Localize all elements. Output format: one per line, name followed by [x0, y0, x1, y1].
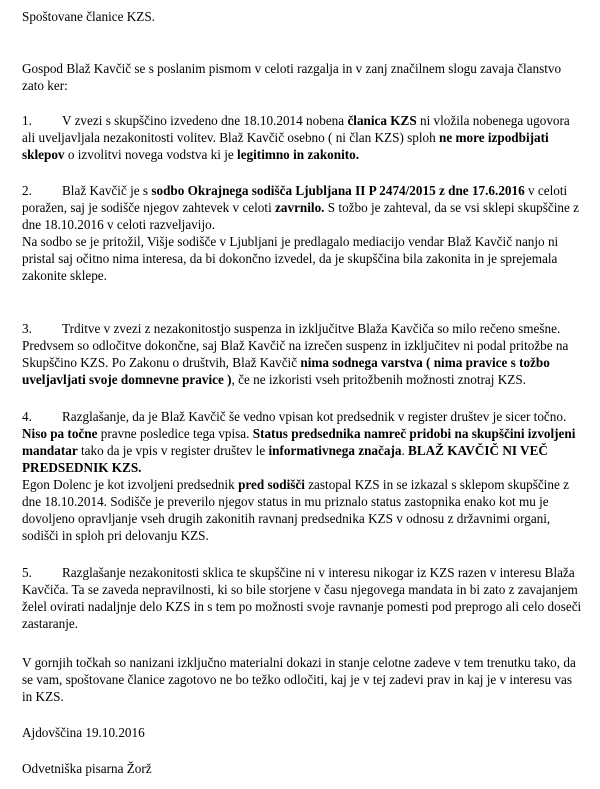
point-1-number: 1. [22, 113, 32, 128]
point-2-number: 2. [22, 183, 32, 198]
point-3-text: , če ne izkoristi vseh pritožbenih možnosti znotraj KZS. [231, 372, 526, 387]
point-4 [22, 408, 582, 544]
point-5-text: Razglašanje nezakonitosti sklica te skupščine ni v interesu nikogar iz KZS razen v interesu Blaža Kavčiča. Ta se zaveda nepravilnosti, ki so bile storjene v času njegovega mandata in bi zato z zavajanjem želel ovirati nadaljnje delo KZS in s tem po možnosti svoje ravnanje pomesti pod preprogo ali celo doseči zastaranje. [22, 565, 582, 631]
point-4-text: zastopal KZS in se izkazal s sklepom skupščine z dne 18.10.2014. Sodišče je preverilo njegov status in mu priznalo status zastopnika enako kot mu je dovoljeno opravljanje vseh drugih zakonitih ravnanj predsednika KZS v odnosu z državnimi organi, sodišči in sploh pri delovanju KZS. [22, 477, 569, 543]
point-3-number: 3. [22, 321, 32, 336]
point-4-bold: pred sodišči [238, 477, 305, 492]
point-2-text: Blaž Kavčič je s [62, 183, 152, 198]
point-4-bold: Niso pa točne [22, 426, 98, 441]
point-2-continuation: Na sodbo se je pritožil, Višje sodišče v Ljubljani je predlagalo mediacijo vendar Blaž Kavčič nanjo ni pristal saj očitno nima interesa, da bi dokončno izvedel, da je skupščina bila zakonita in je sprejemala zakonite sklepe. [22, 234, 559, 283]
point-4-bold: Status predsednika namreč pridobi na skupščini izvoljeni mandatar [22, 426, 576, 458]
place-date: Ajdovščina 19.10.2016 [22, 725, 145, 740]
point-4-bold: BLAŽ KAVČIČ NI VEČ PREDSEDNIK KZS. [22, 443, 548, 475]
point-3-bold: nima sodnega varstva ( nima pravice s tožbo uveljavljati svoje domnevne pravice ) [22, 355, 550, 387]
point-4-bold: informativnega značaja [268, 443, 402, 458]
point-5-number: 5. [22, 565, 32, 580]
point-4-text: Razglašanje, da je Blaž Kavčič še vedno vpisan kot predsednik v register društev je sicer točno. [62, 409, 567, 424]
point-2-bold: zavrnilo. [275, 200, 325, 215]
point-1 [22, 112, 582, 163]
point-4-text: . [401, 443, 409, 458]
point-1-bold: legitimno in zakonito. [237, 147, 360, 162]
point-4-number: 4. [22, 409, 32, 424]
point-1-text: o izvolitvi novega vodstva ki je [64, 147, 238, 162]
signature: Odvetniška pisarna Žorž [22, 761, 152, 776]
point-4-text: pravne posledice tega vpisa. [97, 426, 253, 441]
point-5 [22, 564, 582, 632]
point-2 [22, 182, 582, 284]
point-4-text: tako da je vpis v register društev le [77, 443, 269, 458]
intro-paragraph: Gospod Blaž Kavčič se s poslanim pismom v celoti razgalja in v zanj značilnem slogu zavaja članstvo zato ker: [22, 61, 562, 93]
closing-paragraph: V gornjih točkah so nanizani izključno materialni dokazi in stanje celotne zadeve v tem trenutku tako, da se vam, spoštovane članice zagotovo ne bo težko odločiti, kaj je v tej zadevi prav in kaj je v interesu vas in KZS. [22, 655, 576, 704]
point-1-text: V zvezi s skupščino izvedeno dne 18.10.2014 nobena [62, 113, 348, 128]
point-3-text: Trditve v zvezi z nezakonitostjo suspenza in izključitve Blaža Kavčiča so milo rečeno smešne. Predvsem so odločitve dokončne, saj Blaž Kavčič na izrečen suspenz in izključitev ni podal pritožbe na Skupščino KZS. Po Zakonu o društvih, Blaž Kavčič [22, 321, 569, 370]
point-4-text: Egon Dolenc je kot izvoljeni predsednik [22, 477, 239, 492]
point-1-bold: ne more izpodbijati sklepov [22, 130, 549, 162]
point-1-text: ni vložila nobenega ugovora ali uveljavljala nezakonitosti volitev. Blaž Kavčič osebno ( ni član KZS) sploh [22, 113, 570, 145]
point-2-text: v celoti poražen, saj je sodišče njegov zahtevek v celoti [22, 183, 568, 215]
point-2-text: S tožbo je zahteval, da se vsi sklepi skupščine z dne 18.10.2016 v celoti razveljavijo. [22, 200, 580, 232]
point-1-bold: članica KZS [347, 113, 417, 128]
point-3 [22, 320, 582, 388]
point-2-bold: sodbo Okrajnega sodišča Ljubljana II P 2474/2015 z dne 17.6.2016 [151, 183, 525, 198]
salutation: Spoštovane članice KZS. [22, 9, 155, 24]
